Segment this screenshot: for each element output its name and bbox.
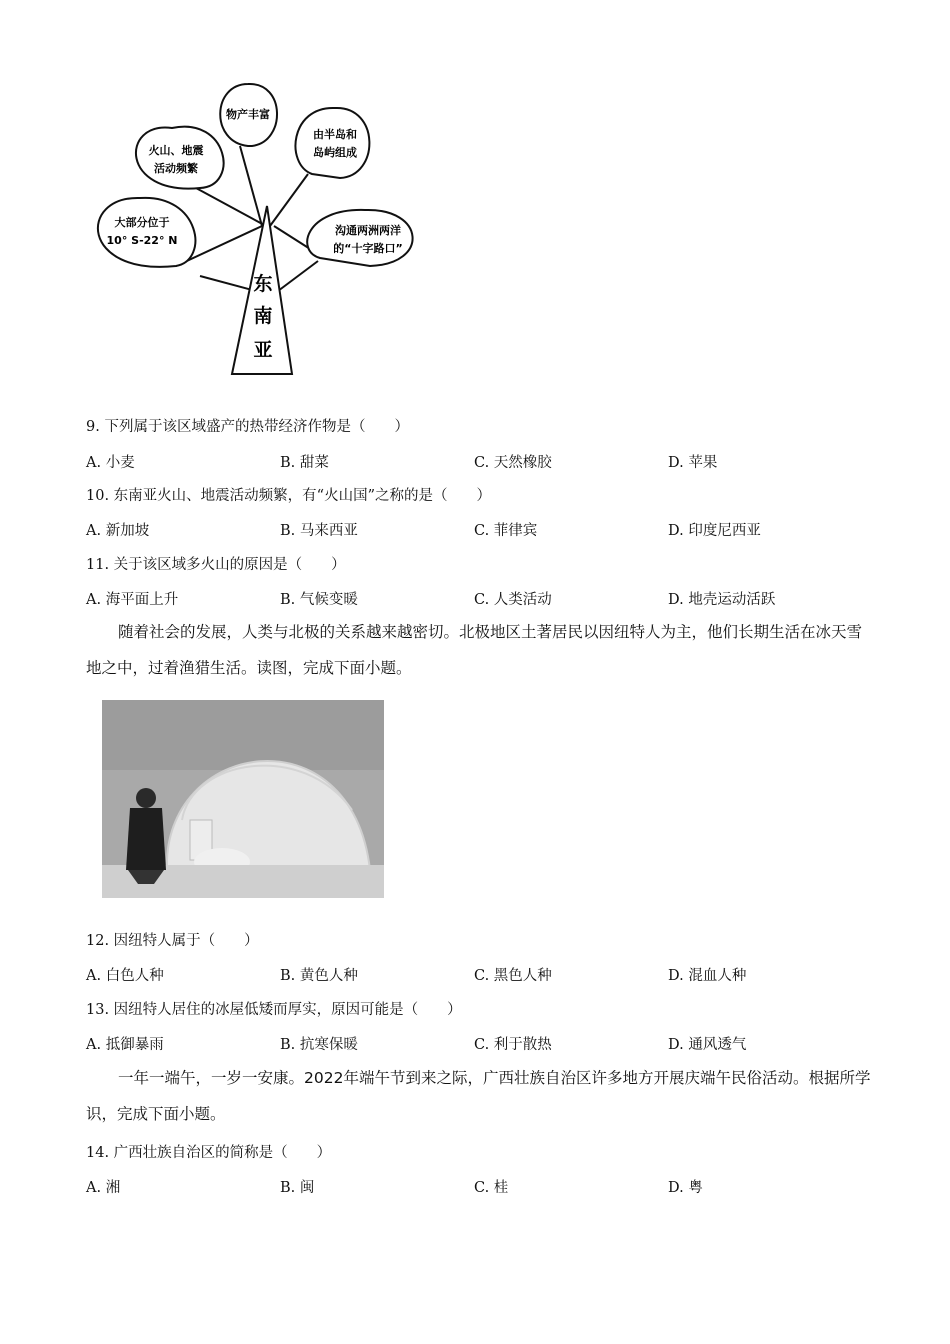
q9-option-b[interactable]: B. 甜菜 [280, 455, 329, 471]
q12-option-a[interactable]: A. 白色人种 [86, 968, 164, 984]
q12-option-b[interactable]: B. 黄色人种 [280, 968, 358, 984]
bubble-crossroads-line2: 的“十字路口” [333, 242, 403, 255]
bubble-volcano-line1: 火山、地震 [148, 144, 204, 157]
q13-option-b[interactable]: B. 抗寒保暖 [280, 1037, 358, 1053]
q9-option-c[interactable]: C. 天然橡胶 [474, 455, 552, 471]
question-11: 11. 关于该区域多火山的原因是（ ） [86, 557, 346, 573]
bubble-latitude-line2: 10° S-22° N [106, 234, 178, 247]
bubble-products: 物产丰富 [226, 108, 270, 121]
q14-option-c[interactable]: C. 桂 [474, 1180, 509, 1196]
q11-option-a[interactable]: A. 海平面上升 [86, 592, 179, 608]
q11-option-b[interactable]: B. 气候变暖 [280, 592, 358, 608]
question-12: 12. 因纽特人属于（ ） [86, 933, 259, 949]
q11-option-d[interactable]: D. 地壳运动活跃 [668, 592, 776, 608]
q13-option-c[interactable]: C. 利于散热 [474, 1037, 552, 1053]
center-char-1: 东 [253, 273, 273, 295]
question-10: 10. 东南亚火山、地震活动频繁，有“火山国”之称的是（ ） [86, 488, 491, 504]
q10-option-b[interactable]: B. 马来西亚 [280, 523, 358, 539]
question-14: 14. 广西壮族自治区的简称是（ ） [86, 1145, 332, 1161]
bubble-latitude-line1: 大部分位于 [114, 216, 170, 229]
q13-option-a[interactable]: A. 抵御暴雨 [86, 1037, 164, 1053]
question-9: 9. 下列属于该区域盛产的热带经济作物是（ ） [86, 419, 409, 435]
question-13: 13. 因纽特人居住的冰屋低矮而厚实，原因可能是（ ） [86, 1002, 462, 1018]
bubble-crossroads-line1: 沟通两洲两洋 [335, 224, 401, 237]
southeast-asia-diagram [80, 76, 450, 386]
q11-option-c[interactable]: C. 人类活动 [474, 592, 552, 608]
passage-dragon-boat: 一年一端午，一岁一安康。2022年端午节到来之际，广西壮族自治区许多地方开展庆端午民俗活动。根据所学识，完成下面小题。 [86, 1069, 871, 1123]
q9-option-d[interactable]: D. 苹果 [668, 455, 718, 471]
q14-option-b[interactable]: B. 闽 [280, 1180, 315, 1196]
q14-option-a[interactable]: A. 湘 [86, 1180, 121, 1196]
q12-option-c[interactable]: C. 黑色人种 [474, 968, 552, 984]
bubble-peninsula-line1: 由半岛和 [313, 128, 357, 141]
q10-option-d[interactable]: D. 印度尼西亚 [668, 523, 761, 539]
center-char-3: 亚 [253, 339, 273, 361]
center-char-2: 南 [253, 305, 273, 327]
q9-option-a[interactable]: A. 小麦 [86, 455, 135, 471]
q12-option-d[interactable]: D. 混血人种 [668, 968, 747, 984]
bubble-peninsula-line2: 岛屿组成 [313, 146, 357, 159]
q14-option-d[interactable]: D. 粤 [668, 1180, 703, 1196]
bubble-volcano-line2: 活动频繁 [154, 162, 198, 175]
passage-arctic: 随着社会的发展，人类与北极的关系越来越密切。北极地区土著居民以因纽特人为主，他们长期生活在冰天雪地之中，过着渔猎生活。读图，完成下面小题。 [86, 623, 863, 677]
q10-option-c[interactable]: C. 菲律宾 [474, 523, 538, 539]
q13-option-d[interactable]: D. 通风透气 [668, 1037, 747, 1053]
igloo-photo [102, 700, 384, 898]
q10-option-a[interactable]: A. 新加坡 [86, 523, 150, 539]
